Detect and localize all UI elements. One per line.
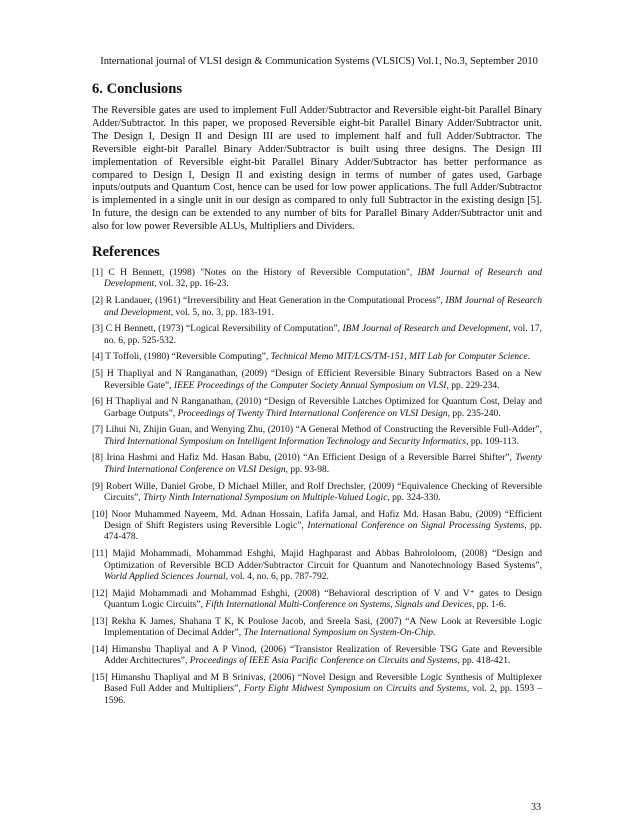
- reference-details: , pp. 474-478.: [104, 521, 543, 543]
- conclusions-heading: 6. Conclusions: [92, 81, 183, 97]
- reference-details: , pp. 109-113.: [466, 436, 519, 447]
- reference-details: .: [527, 352, 530, 363]
- reference-details: , vol. 17, no. 6, pp. 525-532.: [104, 324, 543, 346]
- reference-details: , vol. 5, no. 3, pp. 183-191.: [170, 307, 274, 318]
- reference-text: [11] Majid Mohammadi, Mohammad Eshghi, Majid Haghparast and Abbas Bahrololoom, (2008) “Design and Optimization of Reversible BCD Adder/Subtractor Circuit for Quantum and Nanotechnology Based Systems”,: [92, 549, 542, 571]
- references-heading: References: [92, 244, 160, 261]
- reference-item: [92, 324, 542, 347]
- reference-venue: IBM Journal of Research and Development: [342, 324, 509, 335]
- reference-item: [92, 510, 542, 544]
- reference-details: , pp. 235-240.: [447, 408, 501, 419]
- reference-text: [12] Majid Mohammadi and Mohammad Eshghi, (2008) “Behavioral description of V and V⁺ gates to Design Quantum Logic Circuits”,: [92, 588, 542, 611]
- reference-venue: Forty Eight Midwest Symposium on Circuits and Systems: [243, 684, 467, 695]
- reference-venue: Third International Symposium on Intelligent Information Technology and Security Informatics: [104, 436, 467, 447]
- reference-details: , vol. 32, pp. 16-23.: [154, 279, 229, 290]
- reference-details: vol. 4, no. 6, pp. 787-792.: [228, 571, 329, 582]
- reference-venue: IBM Journal of Research and Development: [104, 268, 542, 290]
- reference-venue: The International Symposium on System-On-Chip: [243, 628, 434, 639]
- reference-text: [5] H Thapliyal and N Ranganathan, (2009) “Design of Efficient Reversible Binary Subtractors Based on a New Reversible Gate”,: [92, 369, 542, 391]
- reference-venue: International Conference on Signal Processing Systems: [307, 521, 525, 532]
- reference-text: [6] H Thapliyal and N Ranganathan, (2010) “Design of Reversible Latches Optimized for Quantum Cost, Delay and Garbage Outputs”,: [92, 397, 542, 419]
- reference-text: [3] C H Bennett, (1973) “Logical Reversibility of Computation”,: [92, 324, 343, 335]
- reference-item: [92, 296, 542, 319]
- reference-text: [4] T Toffoli, (1980) “Reversible Computing”,: [92, 352, 271, 363]
- reference-venue: IEEE Proceedings of the Computer Society Annual Symposium on VLSI: [173, 380, 447, 391]
- reference-item: [92, 397, 542, 420]
- reference-item: [92, 369, 542, 392]
- reference-item: [92, 549, 542, 583]
- reference-venue: Twenty Third International Conference on VLSI Design: [104, 453, 542, 475]
- reference-list: [92, 268, 542, 707]
- conclusions-paragraph: The Reversible gates are used to implement Full Adder/Subtractor and Reversible eight-bit Parallel Binary Adder/Subtractor. In this paper, we proposed Reversible eight-bit Parallel Binary Adder/Subtractor unit. The Design I, Design II and Design III are used to implement half and full Adder/Subtractor. The Reversible eight-bit Parallel Binary Adder/Subtractor is built using three designs. The Design III implementation of Reversible eight-bit Parallel Binary Adder/Subtractor has better performance as compared to Design I, Design II and existing design in terms of number of gates used, Garbage inputs/outputs and Quantum Cost, hence can be used for low power applications. The full Adder/Subtractor is implemented in a single unit in our design as compared to only full Subtractor in the existing design [5]. In future, the design can be extended to any number of bits for Parallel Binary Adder/Subtractor unit and also for low power Reversible ALUs, Multipliers and Dividers.: [92, 105, 542, 233]
- reference-text: [2] R Landauer, (1961) “Irreversibility and Heat Generation in the Computational Process”,: [92, 296, 446, 307]
- reference-text: [1] C H Bennett, (1998) "Notes on the History of Reversible Computation",: [92, 268, 418, 279]
- conclusions-section: [92, 80, 542, 234]
- reference-details: , pp. 324-330.: [387, 492, 441, 503]
- reference-text: [9] Robert Wille, Daniel Grobe, D Michael Miller, and Rolf Drechsler, (2009) “Equivalence Checking of Reversible Circuits”,: [92, 481, 542, 503]
- main-content: [92, 80, 542, 713]
- reference-venue: Thirty Ninth International Symposium on Multiple-Valued Logic: [143, 492, 388, 503]
- reference-item: [92, 453, 542, 476]
- reference-item: [92, 425, 542, 448]
- reference-item: [92, 589, 542, 612]
- running-header: International journal of VLSI design & Communication Systems (VLSICS) Vol.1, No.3, September 2010: [100, 56, 538, 67]
- reference-item: [92, 645, 542, 668]
- reference-details: .: [433, 628, 436, 639]
- reference-venue: IBM Journal of Research and Development: [104, 296, 542, 318]
- reference-item: [92, 352, 542, 363]
- reference-details: , pp. 229-234.: [446, 380, 500, 391]
- reference-text: [15] Himanshu Thapliyal and M B Srinivas, (2006) “Novel Design and Reversible Logic Synthesis of Multiplexer Based Full Adder and Multipliers”,: [92, 673, 542, 695]
- page-number: 33: [531, 802, 541, 813]
- references-section: [92, 243, 542, 707]
- reference-venue: World Applied Sciences Journal,: [104, 571, 229, 582]
- reference-details: , pp. 93-98.: [285, 464, 330, 475]
- reference-text: [7] Lihui Ni, Zhijin Guan, and Wenying Zhu, (2010) “A General Method of Constructing the Reversible Full-Adder”,: [92, 425, 542, 436]
- reference-details: pp. 418-421.: [459, 656, 511, 667]
- reference-text: [8] Irina Hashmi and Hafiz Md. Hasan Babu, (2010) “An Efficient Design of a Reversible Barrel Shifter”,: [92, 453, 516, 464]
- reference-venue: Proceedings of IEEE Asia Pacific Conference on Circuits and Systems,: [189, 656, 460, 667]
- reference-details: , pp. 1-6.: [471, 600, 507, 611]
- reference-text: [14] Himanshu Thapliyal and A P Vinod, (2006) “Transistor Realization of Reversible TSG Gate and Reversible Adder Architectures”,: [92, 644, 542, 667]
- reference-item: [92, 673, 542, 707]
- reference-venue: Technical Memo MIT/LCS/TM-151, MIT Lab for Computer Science: [270, 352, 528, 363]
- reference-venue: Fifth International Multi-Conference on Systems, Signals and Devices: [205, 600, 472, 611]
- reference-text: [13] Rekha K James, Shahana T K, K Poulose Jacob, and Sreela Sasi, (2007) “A New Look at Reversible Logic Implementation of Decimal Adder”,: [92, 616, 542, 639]
- reference-text: [10] Noor Muhammed Nayeem, Md. Adnan Hossain, Lafifa Jamal, and Hafiz Md. Hasan Babu, (2009) “Efficient Design of Shift Registers using Reversible Logic”,: [92, 509, 542, 532]
- reference-item: [92, 617, 542, 640]
- reference-details: , vol. 2, pp. 1593 – 1596.: [104, 684, 542, 706]
- reference-item: [92, 482, 542, 505]
- reference-venue: Proceedings of Twenty Third International Conference on VLSI Design: [177, 408, 448, 419]
- reference-item: [92, 268, 542, 291]
